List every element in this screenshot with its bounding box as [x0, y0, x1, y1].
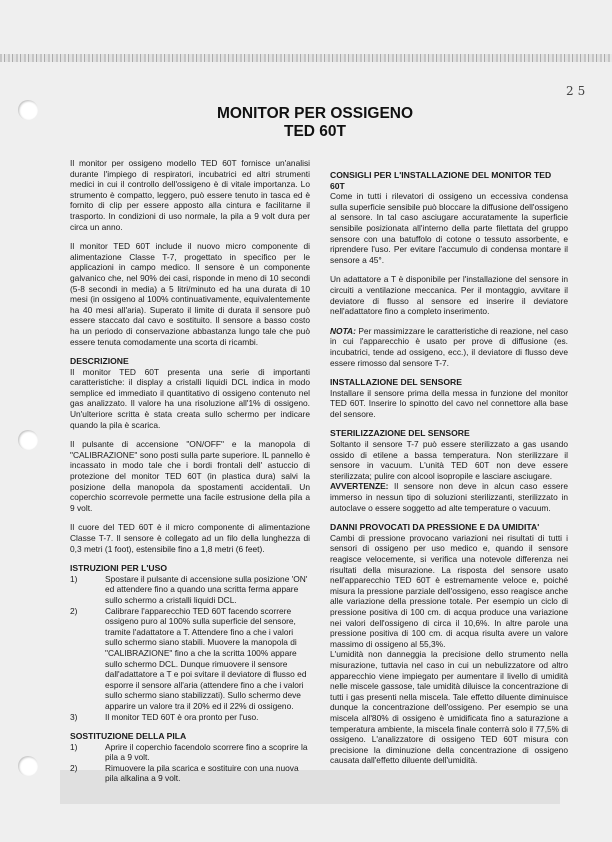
nota-text: Per massimizzare le caratteristiche di reazione, nel caso in cui l'apparecchio è usato per prove di diffusione (es. incubatrici, tende ad ossigeno, ecc.), il deviatore di flusso deve essere rimosso dal sensore T-7. [330, 325, 569, 368]
item-number: 2) [70, 762, 78, 773]
sostituzione-list [70, 742, 310, 784]
list-item [70, 574, 310, 606]
consigli-paragraph-1: Come in tutti i rilevatori di ossigeno un eccessiva condensa sulla superficie sensibile può bloccare la diffusione dell'ossigeno al sensore. In tal caso asciugare accuratamente la superficie sensibile posizionata all'interno della parte filettata del gruppo sensore con una batuffolo di cotone o tessuto assorbente, e riprendere l'uso. Per evitare l'accumulo di condensa montare il sensore a 45°. [330, 191, 568, 265]
installazione-paragraph: Installare il sensore prima della messa in funzione del monitor TED 60T. Inserire lo spinotto del cavo nel connettore alla base del sensore. [330, 387, 568, 419]
page-title: MONITOR PER OSSIGENO [216, 105, 414, 122]
descrizione-heading: DESCRIZIONE [70, 356, 129, 367]
danni-paragraph-2: L'umidità non danneggia la precisione dello strumento nella misurazione, tuttavia nel caso in cui un nebulizzatore od altro apparecchio viene impiegato per aumentare il livello di umidità nelle miscele gassose, tale umidità diluisce la concentrazione di tutti i gas presenti nella miscela. Tale effetto diluente diminuisce dunque la concentrazione dell'ossigeno. Per esempio se una miscela all'80% di ossigeno è umidificata fino a saturazione a temperatura ambiente, la miscela finale conterrà solo il 77,5% di ossigeno. L'analizzatore di ossigeno TED 60T misura con precisione la diminuzione della concentrazione di ossigeno causata dall'effetto diluente dell'umidità. [330, 649, 568, 766]
punch-hole [18, 430, 38, 450]
list-item [70, 742, 310, 763]
descrizione-paragraph-3: Il cuore del TED 60T è il micro componente di alimentazione Classe T-7. Il sensore è collegato ad un filo della lunghezza di 0,3 metri (1 foot), estensibile fino a 1,8 metri (6 feet). [70, 522, 310, 554]
item-text: Aprire il coperchio facendolo scorrere fino a scoprire la pila a 9 volt. [105, 741, 308, 763]
istruzioni-list [70, 574, 310, 722]
list-item [70, 606, 310, 712]
item-number: 1) [70, 741, 78, 752]
nota-label: NOTA: [330, 325, 356, 336]
istruzioni-heading: ISTRUZIONI PER L'USO [70, 563, 168, 574]
item-text: Il monitor TED 60T è ora pronto per l'uso. [105, 711, 259, 722]
nota-paragraph [330, 326, 568, 368]
danni-heading: DANNI PROVOCATI DA PRESSIONE E DA UMIDITA' [330, 522, 540, 533]
sterilizzazione-heading: STERILIZZAZIONE DEL SENSORE [330, 428, 470, 439]
handwritten-page-number: 25 [566, 84, 590, 98]
avvertenze-paragraph [330, 481, 568, 513]
sostituzione-heading: SOSTITUZIONE DELLA PILA [70, 731, 187, 742]
item-number: 1) [70, 573, 78, 584]
intro-paragraph-1: Il monitor per ossigeno modello TED 60T fornisce un'analisi durante l'impiego di respiratori, incubatrici ed altri strumenti medici in cui il controllo dell'ossigeno è di vitale importanza. Lo strumento è compatto, leggero, può essere tenuto in tasca ed è fornito di clip per essere apposto alla cintura e facilitarne il trasporto. In condizioni di uso normale, la pila a 9 volt dura per circa un anno. [70, 158, 310, 232]
avvertenze-text: Il sensore non deve in alcun caso essere immerso in nessun tipo di soluzioni sterilizzanti, sterilizzato in autoclave o essere soggetto ad alte temperature o vacuum. [330, 481, 569, 513]
danni-paragraph-1: Cambi di pressione provocano variazioni nei risultati di tutti i sensori di ossigeno per uso medico e, quando il sensore reagisce velocemente, si verifica una notevole differenza nei risultati della misurazione. La risposta del sensore usato nell'apparecchio TED 60T è estremamente veloce e, poiché misura la pressione parziale dell'ossigeno, esso reagisce anche alle variazione della pressione totale. Per esempio un ciclo di pressione positiva di 100 cm. di acqua produce una variazione nei valori dell'ossigeno di circa il 10,6%. In altre parole una pressione positiva di 100 cm. di acqua risulta avere un valore massimo di ossigeno al 55,3%. [330, 532, 568, 649]
page-subtitle: TED 60T [283, 123, 346, 140]
scan-top-edge [0, 54, 612, 62]
consigli-heading: CONSIGLI PER L'INSTALLAZIONE DEL MONITOR TED 60T [330, 170, 552, 191]
descrizione-paragraph-2: Il pulsante di accensione "ON/OFF" e la manopola di "CALIBRAZIONE" sono posti sulla parte superiore. IL pannello è incassato in modo tale che i bordi frontali dell' astuccio di protezione del monitor TED 60T (in plastica dura) salvi la posizione della manopola da spostamenti accidentali. Un coperchio scorrevole permette una facile estrusione della pila a 9 volt. [70, 439, 310, 513]
list-item [70, 763, 310, 784]
installazione-heading: INSTALLAZIONE DEL SENSORE [330, 377, 462, 388]
item-text: Calibrare l'apparecchio TED 60T facendo scorrere ossigeno puro al 100% sulla superficie del sensore, tramite l'adattatore a T. Attendere fino a che i valori sullo schermo siano stabili. Muovere la manopola di "CALIBRAZIONE" fino a che la scritta 100% appare sullo schermo DCL. Dunque rimuovere il sensore dall'adattatore a T e poi svitare il deviatore di flusso ed esporre il sensore all'aria (attendere fino a che i valori sullo schermo siano stabilizzati). Sullo schermo deve apparire un valore tra il 20% ed il 22% di ossigeno. [105, 605, 307, 711]
item-number: 3) [70, 711, 78, 722]
item-text: Rimuovere la pila scarica e sostituire con una nuova pila alkalina a 9 volt. [105, 762, 299, 784]
sterilizzazione-paragraph: Soltanto il sensore T-7 può essere sterilizzato a gas usando ossido di etilene a bassa temperatura. Non sterilizzare il sensore in vacuum. L'unità TED 60T non deve essere sterilizzata; pulire con alcool isopropile e lasciare asciugare. [330, 439, 568, 481]
consigli-paragraph-2: Un adattatore a T è disponibile per l'installazione del sensore in circuiti a ventilazione meccanica. Per il montaggio, avvitare il deviatore di flusso al sensore ed inserire il deviatore nell'adattatore fino a completo inserimento. [330, 274, 568, 317]
punch-hole [18, 756, 38, 776]
intro-paragraph-2: Il monitor TED 60T include il nuovo micro componente di alimentazione Classe T-7, progettato in specifico per le applicazioni in campo medico. Il sensore è un componente galvanico che, nel 90% dei casi, risponde in meno di 10 secondi (5-8 secondi in media) a 5 litri/minuto ed ha una durata di 10 mesi (in ossigeno al 100% continuativamente, equivalentemente ha 40 mesi all'aria). Superato il limite di durata il sensore può essere staccato dal cavo e sostituito. Il sensore a basso costo ha un periodo di conservazione abbastanza lungo tale che può essere tenuta comodamente una scorta di ricambi. [70, 241, 310, 347]
item-text: Spostare il pulsante di accensione sulla posizione 'ON' ed attendere fino a quando una scritta ferma appare sullo schermo a cristalli liquidi DCL. [105, 573, 308, 605]
left-column [70, 158, 310, 784]
avvertenze-label: AVVERTENZE: [330, 481, 389, 492]
item-number: 2) [70, 605, 78, 616]
descrizione-paragraph-1: Il monitor TED 60T presenta una serie di importanti caratteristiche: il display a cristalli liquidi DCL indica in modo semplice ed immediato il quantitativo di ossigeno contenuto nel gas analizzato. Il valore ha una risoluzione all'1% di ossigeno. Un'ulteriore scritta è stata creata sullo schermo per indicare quando la pila è scarica. [70, 366, 310, 430]
right-column [330, 170, 568, 766]
list-item [70, 712, 310, 723]
